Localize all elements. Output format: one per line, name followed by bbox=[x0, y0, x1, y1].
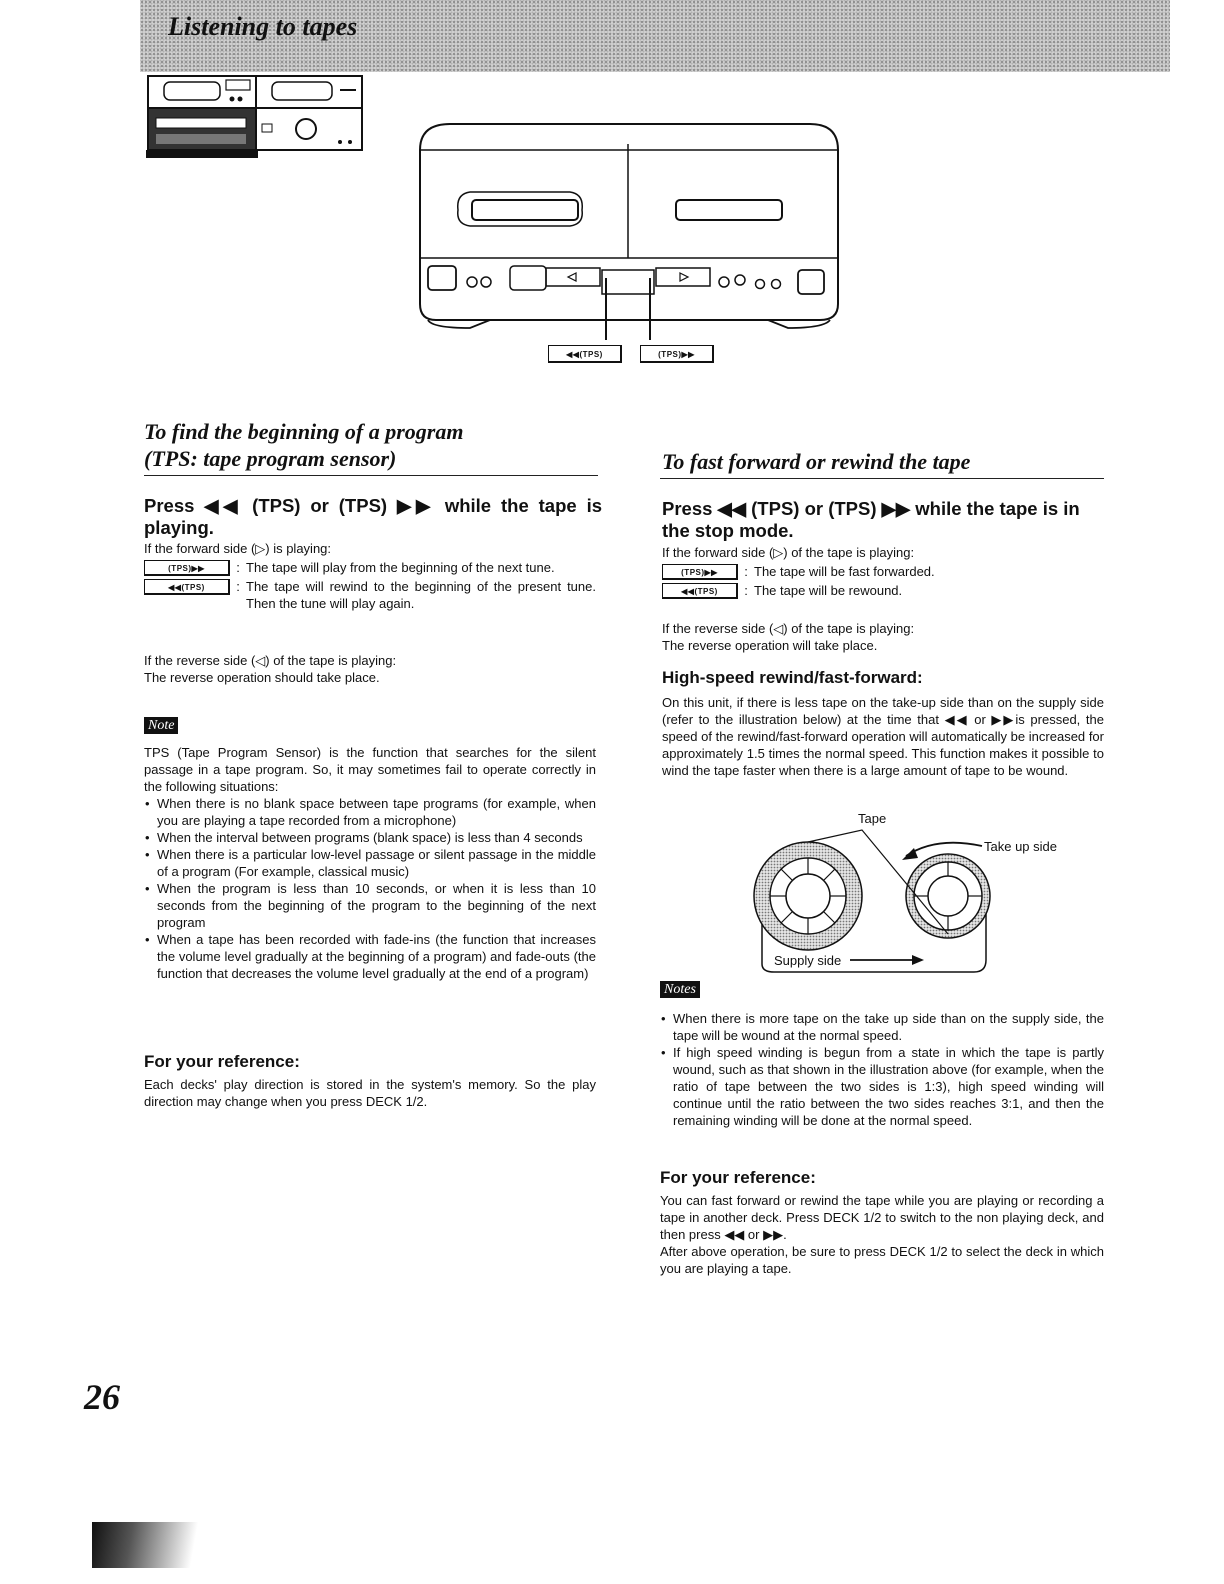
left-item-present: ◀◀(TPS) : The tape will rewind to the beginning of the present tune. Then the tune will play again. bbox=[144, 578, 604, 612]
right-ref-block bbox=[660, 1192, 1104, 1277]
right-reverse-line2: The reverse operation will take place. bbox=[662, 638, 878, 653]
left-note-block bbox=[144, 744, 596, 982]
page-number: 26 bbox=[84, 1377, 120, 1417]
note-bullet: • When the interval between programs (blank space) is less than 4 seconds bbox=[144, 829, 596, 846]
right-heading-rule bbox=[660, 478, 1104, 479]
system-thumbnail-icon bbox=[144, 72, 366, 162]
rew-tps-button-label: ◀◀(TPS) bbox=[144, 579, 230, 595]
left-heading-line1: To find the beginning of a program bbox=[144, 419, 464, 444]
high-speed-heading: High-speed rewind/fast-forward: bbox=[662, 668, 923, 687]
left-heading-rule bbox=[144, 475, 598, 476]
right-forward-block bbox=[662, 544, 1106, 599]
right-section-heading: To fast forward or rewind the tape bbox=[662, 449, 971, 474]
left-reverse-line1: If the reverse side (◁) of the tape is playing: bbox=[144, 653, 397, 668]
right-item-rew-text: The tape will be rewound. bbox=[754, 583, 903, 598]
rew-tps-button-label: ◀◀(TPS) bbox=[662, 583, 738, 599]
left-reverse-line2: The reverse operation should take place. bbox=[144, 670, 380, 685]
left-ref-heading: For your reference: bbox=[144, 1052, 300, 1071]
diagram-supply-label: Supply side bbox=[774, 953, 842, 968]
tps-ff-button-label: (TPS)▶▶ bbox=[144, 560, 230, 576]
left-reverse-block bbox=[144, 652, 604, 686]
page-title: Listening to tapes bbox=[168, 12, 358, 41]
right-ref-heading: For your reference: bbox=[660, 1168, 816, 1187]
rew-tps-button-label: ◀◀(TPS) bbox=[548, 345, 622, 363]
right-item-ff-text: The tape will be fast forwarded. bbox=[754, 564, 935, 579]
left-instruction: Press ◀◀ (TPS) or (TPS) ▶▶ while the tape is playing. bbox=[144, 495, 602, 538]
right-reverse-line1: If the reverse side (◁) of the tape is playing: bbox=[662, 621, 915, 636]
left-item-present-text: The tape will rewind to the beginning of the present tune. Then the tune will play again. bbox=[246, 579, 596, 611]
right-notes-block bbox=[660, 1010, 1104, 1129]
right-forward-intro: If the forward side (▷) of the tape is playing: bbox=[662, 545, 915, 560]
note-intro: TPS (Tape Program Sensor) is the function that searches for the silent passage in a tape program. So, it may sometimes fail to operate correctly in the following situations: bbox=[144, 745, 596, 794]
left-forward-block bbox=[144, 540, 604, 612]
tps-ff-button-label: (TPS)▶▶ bbox=[640, 345, 714, 363]
note-bullet: • When there is a particular low-level passage or silent passage in the middle of a program (For example, classical music) bbox=[144, 846, 596, 880]
right-reverse-block bbox=[662, 620, 1106, 654]
right-ref-text1: You can fast forward or rewind the tape while you are playing or recording a tape in another deck. Press DECK 1/2 to switch to the non playing deck, and then press ◀◀ or ▶▶. bbox=[660, 1193, 1104, 1242]
tps-ff-button-label: (TPS)▶▶ bbox=[662, 564, 738, 580]
right-item-ff: (TPS)▶▶ : The tape will be fast forwarded. bbox=[662, 563, 1106, 580]
right-ref-text2: After above operation, be sure to press DECK 1/2 to select the deck in which you are playing a tape. bbox=[660, 1244, 1104, 1276]
notes-badge: Notes bbox=[660, 981, 700, 998]
left-section-heading bbox=[144, 418, 604, 472]
cassette-deck-illustration bbox=[410, 118, 850, 374]
note-bullet: • When a tape has been recorded with fade-ins (the function that increases the volume level gradually at the beginning of a program) and fade-outs (the function that decreases the volume level gradually at the end of a program) bbox=[144, 931, 596, 982]
note-badge: Note bbox=[144, 717, 178, 734]
left-ref-text: Each decks' play direction is stored in the system's memory. So the play direction may change when you press DECK 1/2. bbox=[144, 1077, 596, 1109]
note-bullet: • When the program is less than 10 seconds, or when it is less than 10 seconds from the beginning of the program to the beginning of the next program bbox=[144, 880, 596, 931]
right-item-rew: ◀◀(TPS) : The tape will be rewound. bbox=[662, 582, 1106, 599]
diagram-takeup-label: Take up side bbox=[984, 839, 1057, 854]
note-bullet: • When there is no blank space between tape programs (for example, when you are playing a tape recorded from a microphone) bbox=[144, 795, 596, 829]
high-speed-text: On this unit, if there is less tape on the take-up side than on the supply side (refer to the illustration below) at the time that ◀◀ or ▶▶is pressed, the speed of the rewind/fast-forward operation will automatically be increased for approximately 1.5 times the normal speed. This function makes it possible to wind the tape faster when there is a large amount of tape to be wound. bbox=[662, 695, 1104, 778]
left-item-next: (TPS)▶▶ : The tape will play from the beginning of the next tune. bbox=[144, 559, 604, 576]
diagram-tape-label: Tape bbox=[858, 811, 887, 826]
notes-bullet: • If high speed winding is begun from a state in which the tape is partly wound, such as that shown in the illustration above (for example, when the ratio of tape between the two sides is 1:3), high speed winding will continue until the ratio between the two sides reaches 3:1, and then the remaining winding will be done at the normal speed. bbox=[660, 1044, 1104, 1129]
left-heading-line2: (TPS: tape program sensor) bbox=[144, 446, 397, 471]
scan-shadow bbox=[92, 1522, 202, 1568]
left-forward-intro: If the forward side (▷) is playing: bbox=[144, 541, 332, 556]
right-instruction: Press ◀◀ (TPS) or (TPS) ▶▶ while the tape is in the stop mode. bbox=[662, 498, 1080, 541]
notes-bullet: • When there is more tape on the take up side than on the supply side, the tape will be wound at the normal speed. bbox=[660, 1010, 1104, 1044]
left-item-next-text: The tape will play from the beginning of the next tune. bbox=[246, 560, 555, 575]
